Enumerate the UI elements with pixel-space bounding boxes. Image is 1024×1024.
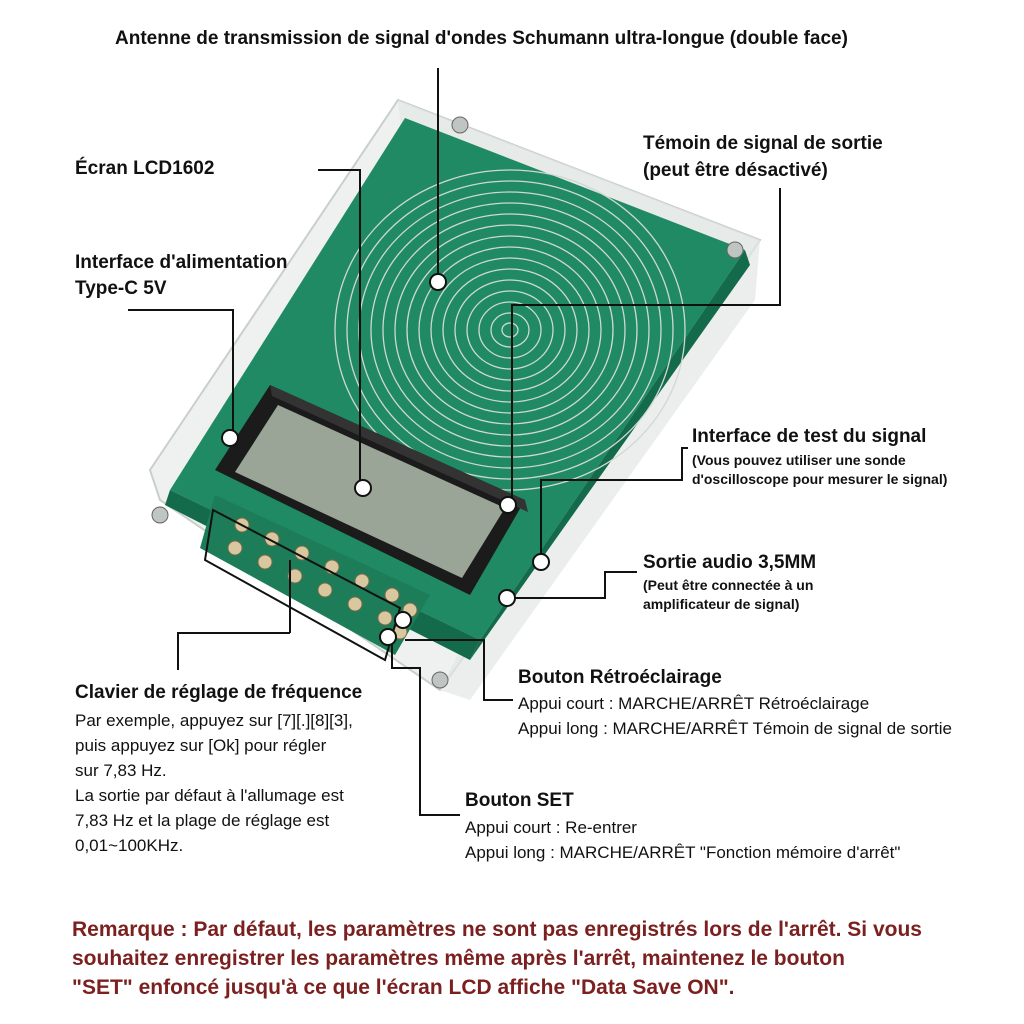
keypad-desc-line: puis appuyez sur [Ok] pour régler	[75, 736, 327, 755]
signal-test-title: Interface de test du signal	[692, 426, 927, 447]
signal-test-description	[692, 451, 947, 489]
keypad-desc-line: La sortie par défaut à l'allumage est	[75, 786, 344, 805]
note-line3: "SET" enfoncé jusqu'à ce que l'écran LCD affiche "Data Save ON".	[72, 976, 735, 999]
keypad-description	[75, 708, 353, 858]
keypad-desc-line: 0,01~100KHz.	[75, 836, 184, 855]
test-desc-line1: (Vous pouvez utiliser une sonde	[692, 452, 906, 468]
set-button-description	[465, 815, 900, 865]
output-indicator-label	[643, 130, 883, 184]
note-line1: Remarque : Par défaut, les paramètres ne sont pas enregistrés lors de l'arrêt. Si vous	[72, 918, 922, 941]
power-label-line2: Type-C 5V	[75, 278, 167, 299]
indicator-label-line1: Témoin de signal de sortie	[643, 133, 883, 154]
lcd-label: Écran LCD1602	[75, 158, 215, 179]
audio-desc-line2: amplificateur de signal)	[643, 596, 800, 612]
remark-note	[72, 915, 1002, 1002]
keypad-desc-line: Par exemple, appuyez sur [7][.][8][3],	[75, 711, 353, 730]
audio-output-title: Sortie audio 3,5MM	[643, 552, 817, 573]
backlight-button-title: Bouton Rétroéclairage	[518, 667, 722, 688]
keypad-title: Clavier de réglage de fréquence	[75, 682, 363, 703]
power-label-line1: Interface d'alimentation	[75, 252, 288, 273]
backlight-button-description	[518, 691, 952, 741]
backlight-desc-line2: Appui long : MARCHE/ARRÊT Témoin de signal de sortie	[518, 719, 953, 738]
set-desc-line1: Appui court : Re-entrer	[465, 818, 637, 837]
keypad-desc-line: 7,83 Hz et la plage de réglage est	[75, 811, 330, 830]
keypad-desc-line: sur 7,83 Hz.	[75, 761, 167, 780]
set-desc-line2: Appui long : MARCHE/ARRÊT "Fonction mémoire d'arrêt"	[465, 843, 901, 862]
note-line2: souhaitez enregistrer les paramètres même après l'arrêt, maintenez le bouton	[72, 947, 845, 970]
backlight-desc-line1: Appui court : MARCHE/ARRÊT Rétroéclairage	[518, 694, 870, 713]
power-interface-label	[75, 250, 288, 302]
audio-desc-line1: (Peut être connectée à un	[643, 577, 814, 593]
set-button-title: Bouton SET	[465, 790, 574, 811]
indicator-label-line2: (peut être désactivé)	[643, 160, 828, 181]
test-desc-line2: d'oscilloscope pour mesurer le signal)	[692, 471, 948, 487]
antenna-label: Antenne de transmission de signal d'ondes Schumann ultra-longue (double face)	[115, 28, 848, 49]
audio-output-description	[643, 576, 813, 614]
